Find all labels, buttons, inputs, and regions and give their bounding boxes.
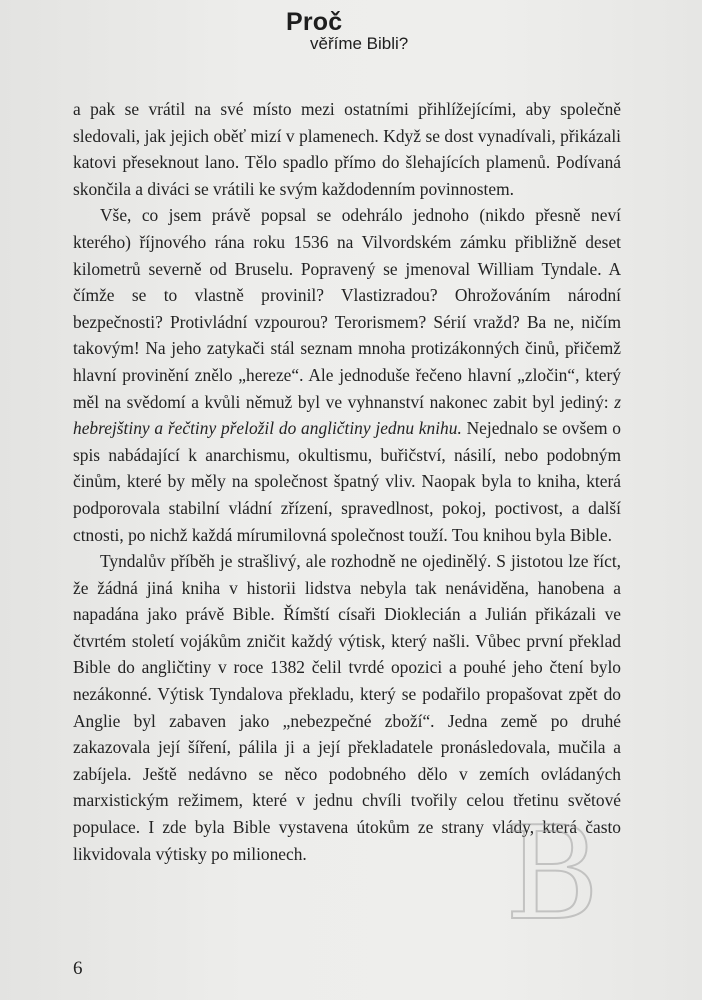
running-header xyxy=(286,8,408,54)
body-text xyxy=(73,96,621,867)
paragraph-1: a pak se vrátil na své místo mezi ostatními přihlížejícími, aby společně sledovali, jak jejich oběť mizí v plamenech. Když se dost vynadívali, přikázali katovi přeseknout lano. Tělo spadlo přímo do šlehajících plamenů. Podívaná skončila a diváci se vrátili ke svým každodenním povinnostem. xyxy=(73,99,621,199)
header-title: Proč xyxy=(286,8,343,36)
watermark-logo xyxy=(497,806,637,946)
paragraph-2: Vše, co jsem právě popsal se odehrálo jednoho (nikdo přesně neví kterého) říjnového rána roku 1536 na Vilvordském zámku přibližně deset kilometrů severně od Bruselu. Popravený se jmenoval William Tyndale. A čímže se to vlastně provinil? Vlastizradou? Ohrožováním národní bezpečnosti? Protivládní vzpourou? Terorismem? Sérií vražd? Ba ne, ničím takovým! Na jeho zatykači stál seznam mnoha protizákonných činů, přičemž hlavní provinění znělo „hereze“. Ale jednoduše řečeno hlavní „zločin“, který měl na svědomí a kvůli němuž byl ve vyhnanství nakonec zabit byl jediný: z hebrejštiny a řečtiny přeložil do angličtiny jednu knihu. Nejednalo se ovšem o spis nabádající k anarchismu, okultismu, buřičství, násilí, nebo podobným činům, které by měly na společnost špatný vliv. Naopak byla to kniha, která podporovala stabilní vládní zřízení, spravedlnost, pokoj, poctivost, a další ctnosti, po nichž každá mírumilovná společnost touží. Tou knihou byla Bible. xyxy=(73,205,621,545)
italic-phrase: z hebrejštiny a řečtiny přeložil do angličtiny jednu knihu. xyxy=(73,391,621,439)
header-subtitle: věříme Bibli? xyxy=(310,34,409,53)
watermark-letter: B xyxy=(505,806,600,946)
page-number: 6 xyxy=(73,958,83,979)
paragraph-3: Tyndalův příběh je strašlivý, ale rozhodně ne ojedinělý. S jistotou lze říct, že žádná jiná kniha v historii lidstva nebyla tak nenáviděna, hanobena a napadána jako právě Bible. Římští císaři Dioklecián a Julián přikázali ve čtvrtém století vojákům zničit každý výtisk, který našli. Vůbec první překlad Bible do angličtiny v roce 1382 čelil tvrdé opozici a pouhé jeho čtení bylo nezákonné. Výtisk Tyndalova překladu, který se podařilo propašovat zpět do Anglie byl zabaven jako „nebezpečné zboží“. Jedna země po druhé zakazovala její šíření, pálila ji a její překladatele pronásledovala, mučila a zabíjela. Ještě nedávno se něco podobného dělo v zemích ovládaných marxistickým režimem, které v jednu chvíli tvořily celou třetinu světové populace. I zde byla Bible vystavena útokům ze strany vlády, která často likvidovala výtisky po milionech. xyxy=(73,551,621,864)
